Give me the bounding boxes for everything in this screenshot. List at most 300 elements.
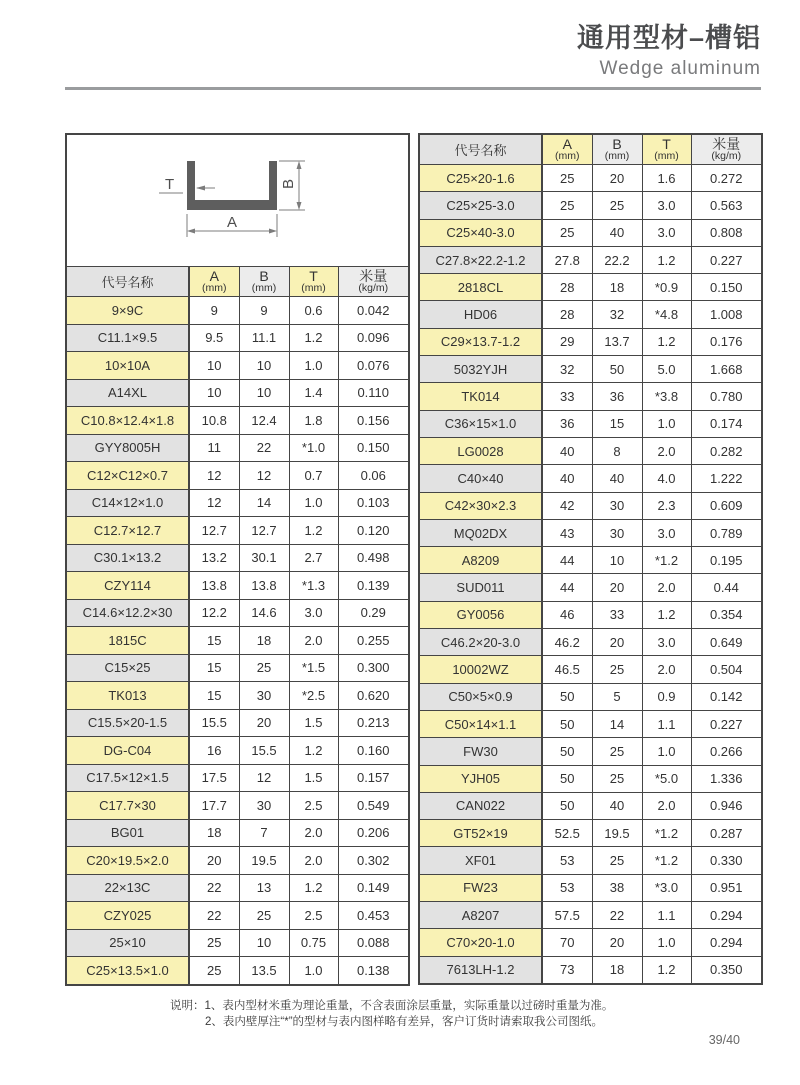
- value-cell: 0.042: [338, 297, 409, 325]
- value-cell: 13.2: [189, 544, 239, 572]
- value-cell: 0.6: [289, 297, 338, 325]
- value-cell: 0.272: [691, 165, 762, 192]
- profile-diagram: [66, 134, 409, 267]
- value-cell: 57.5: [542, 902, 592, 929]
- table-row: [419, 874, 762, 901]
- value-cell: *1.0: [289, 434, 338, 462]
- value-cell: 0.213: [338, 709, 409, 737]
- value-cell: 17.5: [189, 764, 239, 792]
- value-cell: 1.0: [642, 738, 691, 765]
- code-cell: 1815C: [66, 627, 189, 655]
- value-cell: 16: [189, 737, 239, 765]
- code-cell: 10×10A: [66, 352, 189, 380]
- value-cell: *0.9: [642, 274, 691, 301]
- footnotes: [170, 998, 613, 1030]
- value-cell: 0.06: [338, 462, 409, 490]
- table-row: [419, 356, 762, 383]
- value-cell: 73: [542, 956, 592, 984]
- value-cell: 40: [592, 219, 642, 246]
- value-cell: 5.0: [642, 356, 691, 383]
- table-row: [66, 902, 409, 930]
- code-cell: XF01: [419, 847, 542, 874]
- value-cell: 46.2: [542, 629, 592, 656]
- table-row: [419, 792, 762, 819]
- code-cell: C25×25-3.0: [419, 192, 542, 219]
- value-cell: 0.302: [338, 847, 409, 875]
- value-cell: 1.2: [289, 324, 338, 352]
- code-cell: C30.1×13.2: [66, 544, 189, 572]
- value-cell: 12: [189, 462, 239, 490]
- code-cell: CZY114: [66, 572, 189, 600]
- value-cell: 2.0: [289, 819, 338, 847]
- value-cell: 20: [239, 709, 289, 737]
- value-cell: 3.0: [289, 599, 338, 627]
- value-cell: 9: [189, 297, 239, 325]
- value-cell: 15.5: [239, 737, 289, 765]
- value-cell: *1.3: [289, 572, 338, 600]
- code-cell: C46.2×20-3.0: [419, 629, 542, 656]
- value-cell: 25: [592, 847, 642, 874]
- code-cell: C17.7×30: [66, 792, 189, 820]
- value-cell: 14.6: [239, 599, 289, 627]
- table-row: [419, 656, 762, 683]
- value-cell: 12.7: [189, 517, 239, 545]
- table-header-row: [419, 134, 762, 165]
- u-channel-diagram-svg: [69, 135, 408, 263]
- value-cell: 2.7: [289, 544, 338, 572]
- value-cell: 0.350: [691, 956, 762, 984]
- value-cell: 8: [592, 437, 642, 464]
- table-row: [419, 574, 762, 601]
- table-row: [66, 792, 409, 820]
- value-cell: 0.195: [691, 547, 762, 574]
- value-cell: 15.5: [189, 709, 239, 737]
- value-cell: 46.5: [542, 656, 592, 683]
- value-cell: 10: [189, 352, 239, 380]
- value-cell: 53: [542, 874, 592, 901]
- value-cell: 0.282: [691, 437, 762, 464]
- table-row: [419, 629, 762, 656]
- value-cell: 19.5: [592, 820, 642, 847]
- value-cell: 20: [189, 847, 239, 875]
- value-cell: 1.0: [642, 410, 691, 437]
- value-cell: 46: [542, 601, 592, 628]
- code-cell: GY0056: [419, 601, 542, 628]
- value-cell: 10: [239, 379, 289, 407]
- value-cell: 10: [239, 929, 289, 957]
- table-row: [66, 764, 409, 792]
- value-cell: 20: [592, 574, 642, 601]
- value-cell: 12: [239, 462, 289, 490]
- table-row: [419, 246, 762, 273]
- value-cell: 0.29: [338, 599, 409, 627]
- value-cell: 0.088: [338, 929, 409, 957]
- table-row: [419, 956, 762, 984]
- value-cell: 25: [592, 656, 642, 683]
- value-cell: 43: [542, 519, 592, 546]
- value-cell: 0.294: [691, 902, 762, 929]
- value-cell: 1.008: [691, 301, 762, 328]
- value-cell: 0.176: [691, 328, 762, 355]
- page-subtitle: Wedge aluminum: [599, 57, 761, 79]
- value-cell: 0.174: [691, 410, 762, 437]
- value-cell: 25: [592, 738, 642, 765]
- value-cell: 5: [592, 683, 642, 710]
- value-cell: 2.0: [642, 437, 691, 464]
- code-cell: DG-C04: [66, 737, 189, 765]
- value-cell: 1.2: [642, 601, 691, 628]
- value-cell: 12.2: [189, 599, 239, 627]
- value-cell: 1.222: [691, 465, 762, 492]
- code-cell: SUD011: [419, 574, 542, 601]
- col-header-b: B (mm): [239, 267, 289, 297]
- col-header-weight: 米量 (kg/m): [691, 134, 762, 165]
- value-cell: 2.5: [289, 792, 338, 820]
- table-row: [419, 738, 762, 765]
- value-cell: 0.300: [338, 654, 409, 682]
- value-cell: 32: [592, 301, 642, 328]
- code-cell: A14XL: [66, 379, 189, 407]
- value-cell: 0.498: [338, 544, 409, 572]
- value-cell: 1.5: [289, 764, 338, 792]
- value-cell: 33: [592, 601, 642, 628]
- value-cell: 13.8: [239, 572, 289, 600]
- value-cell: 18: [592, 956, 642, 984]
- value-cell: 0.609: [691, 492, 762, 519]
- table-row: [66, 517, 409, 545]
- table-row: [419, 519, 762, 546]
- value-cell: 10: [592, 547, 642, 574]
- value-cell: 50: [542, 765, 592, 792]
- value-cell: 50: [542, 738, 592, 765]
- value-cell: 1.668: [691, 356, 762, 383]
- code-cell: CAN022: [419, 792, 542, 819]
- value-cell: 1.6: [642, 165, 691, 192]
- value-cell: 70: [542, 929, 592, 956]
- code-cell: C36×15×1.0: [419, 410, 542, 437]
- table-row: [66, 627, 409, 655]
- table-row: [419, 301, 762, 328]
- value-cell: 25: [189, 929, 239, 957]
- value-cell: 1.0: [289, 489, 338, 517]
- code-cell: C14.6×12.2×30: [66, 599, 189, 627]
- table-row: [66, 489, 409, 517]
- value-cell: 1.5: [289, 709, 338, 737]
- value-cell: 40: [542, 437, 592, 464]
- value-cell: *5.0: [642, 765, 691, 792]
- value-cell: 0.227: [691, 246, 762, 273]
- table-row: [419, 165, 762, 192]
- value-cell: 25: [239, 654, 289, 682]
- col-header-t: T (mm): [642, 134, 691, 165]
- value-cell: 2.0: [289, 847, 338, 875]
- dim-label-b: B: [280, 178, 297, 189]
- table-row: [66, 599, 409, 627]
- value-cell: 9: [239, 297, 289, 325]
- value-cell: 2.0: [289, 627, 338, 655]
- value-cell: 1.2: [642, 328, 691, 355]
- code-cell: 10002WZ: [419, 656, 542, 683]
- value-cell: 0.266: [691, 738, 762, 765]
- value-cell: 0.946: [691, 792, 762, 819]
- value-cell: 0.44: [691, 574, 762, 601]
- code-cell: GYY8005H: [66, 434, 189, 462]
- col-header-name: 代号名称: [419, 134, 542, 165]
- code-cell: C70×20-1.0: [419, 929, 542, 956]
- u-bottom-wall: [187, 200, 277, 210]
- footnote-line-2: 2、表内壁厚注“*”的型材与表内图样略有差异，客户订货时请索取我公司图纸。: [205, 1016, 604, 1029]
- value-cell: 3.0: [642, 219, 691, 246]
- code-cell: A8207: [419, 902, 542, 929]
- table-row: [66, 654, 409, 682]
- code-cell: 22×13C: [66, 874, 189, 902]
- value-cell: 0.206: [338, 819, 409, 847]
- value-cell: 0.620: [338, 682, 409, 710]
- table-row: [66, 957, 409, 985]
- table-row: [419, 601, 762, 628]
- value-cell: *1.2: [642, 547, 691, 574]
- table-row: [419, 929, 762, 956]
- value-cell: 50: [592, 356, 642, 383]
- table-row: [66, 462, 409, 490]
- value-cell: 0.563: [691, 192, 762, 219]
- t-arrowhead: [196, 186, 205, 191]
- value-cell: 0.649: [691, 629, 762, 656]
- value-cell: 13: [239, 874, 289, 902]
- code-cell: 5032YJH: [419, 356, 542, 383]
- value-cell: 0.150: [338, 434, 409, 462]
- code-cell: C15.5×20-1.5: [66, 709, 189, 737]
- page-title: 通用型材–槽铝: [576, 23, 761, 53]
- value-cell: 25: [239, 902, 289, 930]
- value-cell: *3.8: [642, 383, 691, 410]
- value-cell: 17.7: [189, 792, 239, 820]
- value-cell: *2.5: [289, 682, 338, 710]
- table-row: [419, 328, 762, 355]
- value-cell: 22: [239, 434, 289, 462]
- table-row: [66, 682, 409, 710]
- value-cell: 22: [189, 902, 239, 930]
- value-cell: 0.789: [691, 519, 762, 546]
- code-cell: C11.1×9.5: [66, 324, 189, 352]
- code-cell: A8209: [419, 547, 542, 574]
- value-cell: 13.7: [592, 328, 642, 355]
- value-cell: 13.8: [189, 572, 239, 600]
- value-cell: 30: [592, 519, 642, 546]
- code-cell: TK013: [66, 682, 189, 710]
- table-row: [66, 544, 409, 572]
- table-row: [419, 847, 762, 874]
- code-cell: BG01: [66, 819, 189, 847]
- value-cell: 0.549: [338, 792, 409, 820]
- value-cell: 50: [542, 683, 592, 710]
- value-cell: 18: [239, 627, 289, 655]
- table-row: [419, 492, 762, 519]
- value-cell: 14: [592, 710, 642, 737]
- value-cell: 19.5: [239, 847, 289, 875]
- value-cell: 25: [592, 765, 642, 792]
- diagram-row: [66, 134, 409, 267]
- value-cell: 12: [239, 764, 289, 792]
- code-cell: C40×40: [419, 465, 542, 492]
- value-cell: 1.1: [642, 710, 691, 737]
- table-row: [66, 434, 409, 462]
- value-cell: 12.4: [239, 407, 289, 435]
- left-spec-table: [65, 133, 410, 986]
- code-cell: GT52×19: [419, 820, 542, 847]
- value-cell: 25: [542, 192, 592, 219]
- table-row: [419, 547, 762, 574]
- table-row: [419, 902, 762, 929]
- value-cell: 1.2: [642, 246, 691, 273]
- table-row: [419, 820, 762, 847]
- value-cell: 18: [592, 274, 642, 301]
- code-cell: C10.8×12.4×1.8: [66, 407, 189, 435]
- code-cell: 7613LH-1.2: [419, 956, 542, 984]
- code-cell: C12.7×12.7: [66, 517, 189, 545]
- value-cell: 0.227: [691, 710, 762, 737]
- footnote-line-1: 说明：1、表内型材米重为理论重量，不含表面涂层重量，实际重量以过磅时重量为准。: [170, 1000, 614, 1012]
- value-cell: *1.2: [642, 847, 691, 874]
- value-cell: 42: [542, 492, 592, 519]
- value-cell: 1.0: [642, 929, 691, 956]
- value-cell: 0.294: [691, 929, 762, 956]
- table-row: [66, 379, 409, 407]
- code-cell: HD06: [419, 301, 542, 328]
- value-cell: 3.0: [642, 192, 691, 219]
- header-divider: [65, 87, 761, 90]
- value-cell: 22.2: [592, 246, 642, 273]
- value-cell: 25: [542, 165, 592, 192]
- table-row: [419, 765, 762, 792]
- code-cell: C50×14×1.1: [419, 710, 542, 737]
- value-cell: 11: [189, 434, 239, 462]
- value-cell: 30.1: [239, 544, 289, 572]
- value-cell: 52.5: [542, 820, 592, 847]
- code-cell: C14×12×1.0: [66, 489, 189, 517]
- value-cell: 0.7: [289, 462, 338, 490]
- table-row: [66, 297, 409, 325]
- col-header-b: B (mm): [592, 134, 642, 165]
- col-header-a: A (mm): [189, 267, 239, 297]
- value-cell: 0.103: [338, 489, 409, 517]
- value-cell: 0.75: [289, 929, 338, 957]
- col-header-weight: 米量 (kg/m): [338, 267, 409, 297]
- value-cell: 0.076: [338, 352, 409, 380]
- value-cell: 36: [592, 383, 642, 410]
- table-row: [419, 219, 762, 246]
- value-cell: 2.3: [642, 492, 691, 519]
- value-cell: 28: [542, 301, 592, 328]
- value-cell: 1.8: [289, 407, 338, 435]
- value-cell: 0.9: [642, 683, 691, 710]
- table-row: [66, 737, 409, 765]
- code-cell: CZY025: [66, 902, 189, 930]
- right-spec-table: [418, 133, 763, 985]
- value-cell: 0.808: [691, 219, 762, 246]
- value-cell: 15: [189, 627, 239, 655]
- value-cell: 22: [189, 874, 239, 902]
- value-cell: 1.2: [642, 956, 691, 984]
- value-cell: 4.0: [642, 465, 691, 492]
- value-cell: 40: [542, 465, 592, 492]
- value-cell: 7: [239, 819, 289, 847]
- value-cell: 30: [592, 492, 642, 519]
- value-cell: 2.5: [289, 902, 338, 930]
- value-cell: 20: [592, 165, 642, 192]
- value-cell: 11.1: [239, 324, 289, 352]
- value-cell: 1.2: [289, 737, 338, 765]
- col-header-a: A (mm): [542, 134, 592, 165]
- table-row: [66, 324, 409, 352]
- table-row: [419, 274, 762, 301]
- value-cell: 50: [542, 710, 592, 737]
- value-cell: 10: [189, 379, 239, 407]
- code-cell: C50×5×0.9: [419, 683, 542, 710]
- table-row: [66, 819, 409, 847]
- table-row: [419, 683, 762, 710]
- value-cell: *4.8: [642, 301, 691, 328]
- code-cell: C20×19.5×2.0: [66, 847, 189, 875]
- code-cell: 2818CL: [419, 274, 542, 301]
- value-cell: 0.110: [338, 379, 409, 407]
- code-cell: C29×13.7-1.2: [419, 328, 542, 355]
- value-cell: 0.157: [338, 764, 409, 792]
- value-cell: 0.096: [338, 324, 409, 352]
- value-cell: 13.5: [239, 957, 289, 985]
- value-cell: 40: [592, 465, 642, 492]
- value-cell: 22: [592, 902, 642, 929]
- value-cell: 25: [189, 957, 239, 985]
- table-row: [66, 847, 409, 875]
- value-cell: 12.7: [239, 517, 289, 545]
- code-cell: MQ02DX: [419, 519, 542, 546]
- col-header-t: T (mm): [289, 267, 338, 297]
- table-row: [66, 572, 409, 600]
- value-cell: 10: [239, 352, 289, 380]
- value-cell: 15: [592, 410, 642, 437]
- value-cell: 25: [542, 219, 592, 246]
- value-cell: 44: [542, 574, 592, 601]
- code-cell: C25×20-1.6: [419, 165, 542, 192]
- value-cell: 15: [189, 682, 239, 710]
- page-header: [65, 22, 761, 80]
- value-cell: 0.255: [338, 627, 409, 655]
- code-cell: FW23: [419, 874, 542, 901]
- value-cell: 1.0: [289, 957, 338, 985]
- value-cell: 33: [542, 383, 592, 410]
- value-cell: 1.1: [642, 902, 691, 929]
- value-cell: 0.287: [691, 820, 762, 847]
- table-row: [66, 874, 409, 902]
- code-cell: C15×25: [66, 654, 189, 682]
- code-cell: C25×40-3.0: [419, 219, 542, 246]
- table-row: [419, 410, 762, 437]
- table-row: [66, 407, 409, 435]
- value-cell: 20: [592, 929, 642, 956]
- value-cell: 12: [189, 489, 239, 517]
- table-row: [419, 383, 762, 410]
- value-cell: 1.2: [289, 874, 338, 902]
- value-cell: 53: [542, 847, 592, 874]
- value-cell: *1.5: [289, 654, 338, 682]
- value-cell: 27.8: [542, 246, 592, 273]
- value-cell: 40: [592, 792, 642, 819]
- table-row: [419, 465, 762, 492]
- value-cell: 1.4: [289, 379, 338, 407]
- value-cell: 20: [592, 629, 642, 656]
- value-cell: 0.142: [691, 683, 762, 710]
